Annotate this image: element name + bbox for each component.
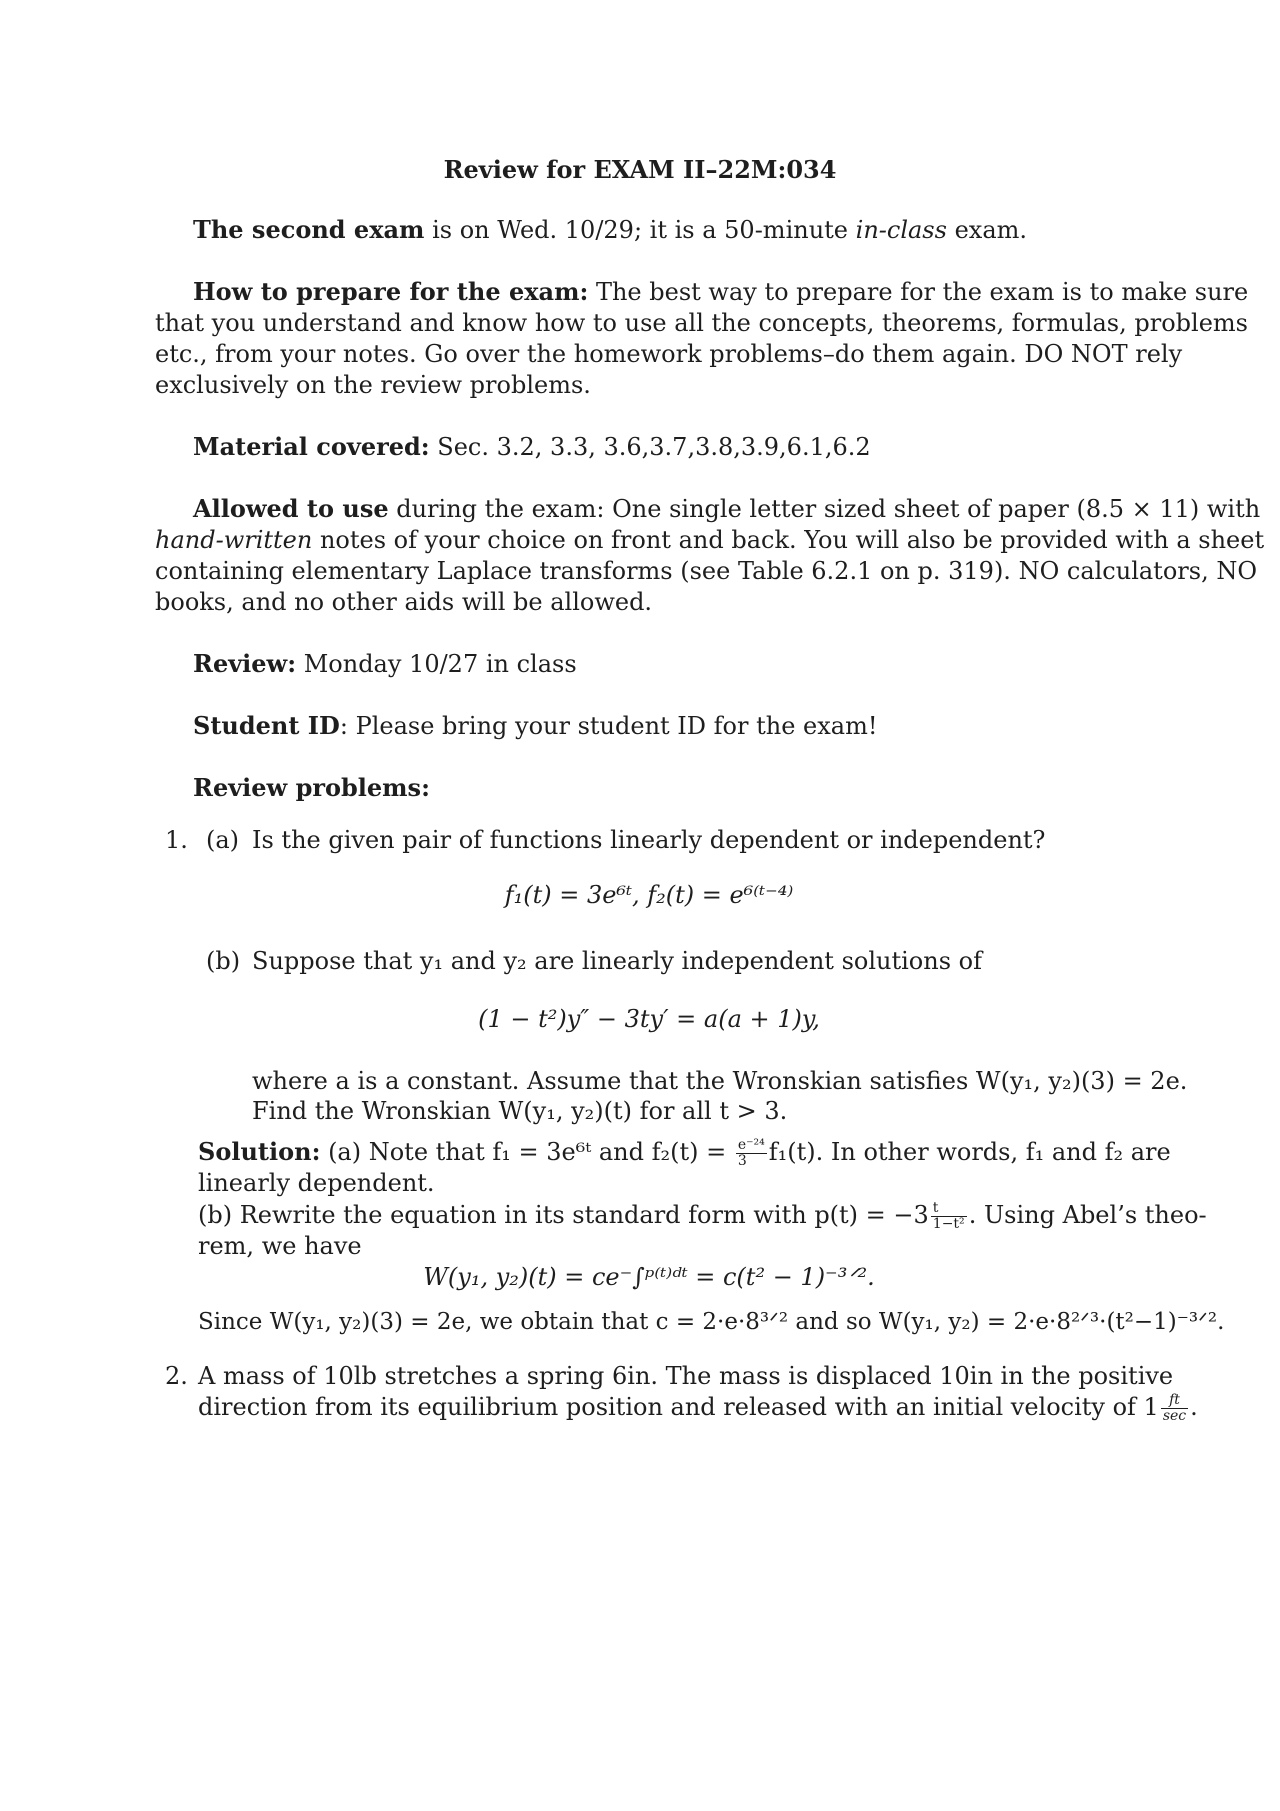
page-title: Review for EXAM II–22M:034 (443, 155, 837, 184)
problem-1b-text: Suppose that y₁ and y₂ are linearly independent solutions of (252, 947, 982, 975)
problem-1b-equation: (1 − t²)y″ − 3ty′ = a(a + 1)y, (478, 1005, 820, 1033)
problem-1b-label: (b) (206, 947, 241, 975)
problem-1-number: 1. (165, 826, 188, 854)
solution-b: (b) Rewrite the equation in its standard form with p(t) = −3 $\frac{t}{\text{1−t²}}$ . Using Abel’s theo- (198, 1200, 1207, 1232)
problem-1a-label: (a) (206, 826, 240, 854)
allowed-label: Allowed to use (193, 494, 389, 523)
student-id-paragraph: Student ID: Please bring your student ID for the exam! (193, 711, 878, 740)
review-label: Review: (193, 649, 297, 678)
material-label: Material covered: (193, 432, 430, 461)
problem-2-text: A mass of 10lb stretches a spring 6in. The mass is displaced 10in in the positive (198, 1362, 1174, 1390)
solution-a: Solution: (a) Note that f₁ = 3e⁶ᵗ and f₂(t) = $\frac{\text{e⁻²⁴}}{3}$ f₁(t). In other words, f₁ and f₂ are (198, 1137, 1171, 1169)
review-paragraph: Review: Monday 10/27 in class (193, 649, 577, 678)
solution-equation: W(y₁, y₂)(t) = ce⁻∫ᵖ⁽ᵗ⁾ᵈᵗ = c(t² − 1)⁻³ᐟ². (423, 1263, 875, 1291)
review-problems-heading: Review problems: (193, 773, 430, 802)
prepare-label: How to prepare for the exam: (193, 277, 589, 306)
problem-2-number: 2. (165, 1362, 188, 1390)
solution-final: Since W(y₁, y₂)(3) = 2e, we obtain that c = 2·e·8³ᐟ² and so W(y₁, y₂) = 2·e·8²ᐟ³·(t²−1)⁻³ᐟ². (198, 1309, 1225, 1335)
problem-1a-text: Is the given pair of functions linearly dependent or independent? (252, 826, 1046, 854)
material-paragraph: Material covered: Sec. 3.2, 3.3, 3.6,3.7,3.8,3.9,6.1,6.2 (193, 432, 871, 461)
student-id-label: Student ID (193, 711, 340, 740)
solution-label: Solution: (198, 1137, 321, 1166)
problem-1a-equation: f₁(t) = 3e⁶ᵗ, f₂(t) = e⁶⁽ᵗ⁻⁴⁾ (504, 881, 794, 909)
exam-date-label: The second exam (193, 215, 425, 244)
exam-date-paragraph: The second exam is on Wed. 10/29; it is a 50-minute in-class exam. (193, 215, 1028, 244)
exam-review-page: Review for EXAM II–22M:034 The second exam is on Wed. 10/29; it is a 50-minute in-class exam. How to prepare for the exam: The best way to prepare for the exam is to make sure that you understand and know how to use all the concepts, theorems, formulas, problems etc., from your notes. Go over the homework problems–do them again. DO NOT rely exclusively on the review problems. Material covered: Sec. 3.2, 3.3, 3.6,3.7,3.8,3.9,6.1,6.2 Allowed to use during the exam: One single letter sized sheet of paper (8.5 × 11) with hand-written notes of your choice on front and back. You will also be provided with a sheet containing elementary Laplace transforms (see Table 6.2.1 on p. 319). NO calculators, NO books, and no other aids will be allowed. Review: Monday 10/27 in class Student ID: Please bring your student ID for the exam! Review problems: 1. (a) Is the given pair of functions linearly dependent or independent? f₁(t) = 3e⁶ᵗ, f₂(t) = e⁶⁽ᵗ⁻⁴⁾ (b) Suppose that y₁ and y₂ are linearly independent solutions of (1 − t²)y″ − 3ty′ = a(a + 1)y, where a is a constant. Assume that the Wronskian satisfies W(y₁, y₂)(3) = 2e. Find the Wronskian W(y₁, y₂)(t) for all t > 3. Solution: (a) Note that f₁ = 3e⁶ᵗ and f₂(t) = $\frac{\text{e⁻²⁴}}{3}$ f₁(t). In other words, f₁ and f₂ are linearly dependent. (b) Rewrite the equation in its standard form with p(t) = −3 $\frac{t}{\text{1−t²}}$ . Using Abel’s theo- rem, we have W(y₁, y₂)(t) = ce⁻∫ᵖ⁽ᵗ⁾ᵈᵗ = c(t² − 1)⁻³ᐟ². Since W(y₁, y₂)(3) = 2e, we obtain that c = 2·e·8³ᐟ² and so W(y₁, y₂) = 2·e·8²ᐟ³·(t²−1)⁻³ᐟ². 2. A mass of 10lb stretches a spring 6in. The mass is displaced 10in in the positive direction from its equilibrium position and released with an initial velocity of 1 $\frac{ft}{\sec}$ . (0, 0, 1280, 1811)
